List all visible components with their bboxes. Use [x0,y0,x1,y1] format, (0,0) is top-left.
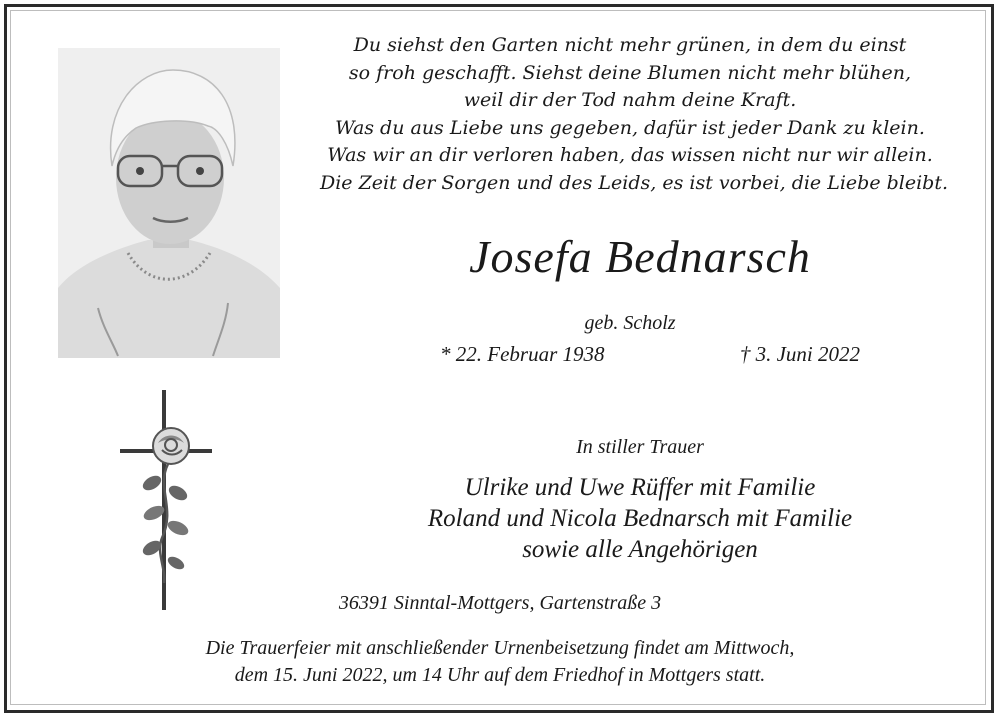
birth-date: * 22. Februar 1938 [440,342,605,366]
address: 36391 Sinntal-Mottgers, Gartenstraße 3 [338,592,662,614]
mourner-line: Roland und Nicola Bednarsch mit Familie [427,505,853,532]
poem-line: weil dir der Tod nahm deine Kraft. [463,89,797,111]
death-date: † 3. Juni 2022 [739,342,860,366]
mourner-line: sowie alle Angehörigen [522,536,758,563]
life-dates [440,342,860,367]
poem-line: Was wir an dir verloren haben, das wissen nicht nur wir allein. [327,144,933,166]
cross-with-rose-icon [116,388,216,612]
deceased-name: Josefa Bednarsch [469,231,811,282]
mourner-line: Ulrike und Uwe Rüffer mit Familie [464,474,816,501]
service-line: Die Trauerfeier mit anschließender Urnenbeisetzung findet am Mittwoch, [205,637,795,659]
birth-name: geb. Scholz [584,312,676,334]
portrait-photo [58,48,280,358]
poem-line: Was du aus Liebe uns gegeben, dafür ist jeder Dank zu klein. [335,116,925,139]
poem [320,32,949,197]
mourners-list [360,472,920,565]
mourning-intro: In stiller Trauer [576,436,704,458]
poem-line: Du siehst den Garten nicht mehr grünen, in dem du einst [353,34,907,56]
poem-line: so froh geschafft. Siehst deine Blumen nicht mehr blühen, [348,61,912,84]
portrait-illustration [58,48,280,358]
poem-line: Die Zeit der Sorgen und des Leids, es ist vorbei, die Liebe bleibt. [320,171,949,194]
service-info [100,635,900,689]
service-line: dem 15. Juni 2022, um 14 Uhr auf dem Friedhof in Mottgers statt. [234,664,766,686]
